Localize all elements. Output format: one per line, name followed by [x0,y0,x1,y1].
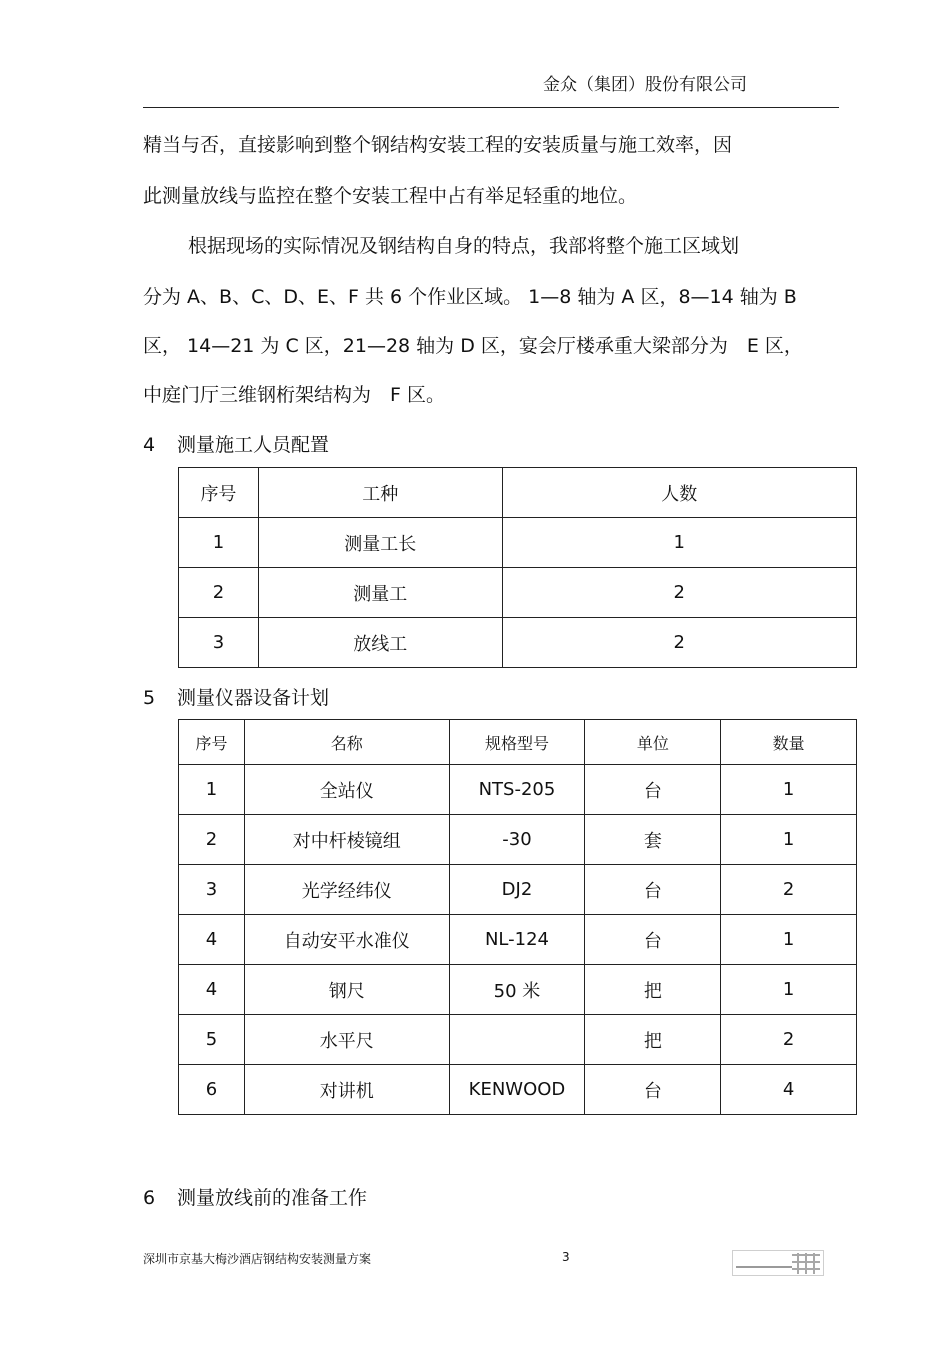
table-cell: 2 [502,618,856,668]
table-cell: 测量工 [258,568,502,618]
paragraph-line: 区， 14—21 为 C 区，21—28 轴为 D 区，宴会厅楼承重大梁部分为 E 区， [143,335,803,357]
table-header-row [179,720,857,765]
table-header-cell: 序号 [179,720,245,765]
table-cell: KENWOOD [449,1065,585,1115]
equipment-table [178,719,857,1115]
table-cell [449,1015,585,1065]
table-cell: 把 [585,1015,721,1065]
table-row [179,518,857,568]
table-cell: 1 [721,815,857,865]
paragraph-line: 分为 A、B、C、D、E、F 共 6 个作业区域。 1—8 轴为 A 区，8—14 轴为 B [143,286,797,308]
table-cell: 3 [179,865,245,915]
table-cell: 50 米 [449,965,585,1015]
table-cell: 2 [721,865,857,915]
table-cell: -30 [449,815,585,865]
footer-page-number: 3 [562,1250,570,1264]
table-row [179,1065,857,1115]
section-heading [143,683,329,710]
table-cell: 2 [721,1015,857,1065]
table-cell: 6 [179,1065,245,1115]
table-row [179,765,857,815]
table-cell: 5 [179,1015,245,1065]
table-row [179,915,857,965]
header-rule [143,107,839,108]
table-row [179,965,857,1015]
table-cell: 1 [721,965,857,1015]
table-cell: 2 [179,815,245,865]
header-company: 金众（集团）股份有限公司 [543,75,747,95]
table-row [179,815,857,865]
table-header-row [179,468,857,518]
paragraph-line: 精当与否，直接影响到整个钢结构安装工程的安装质量与施工效率，因 [143,134,733,156]
section-number: 5 [143,687,156,709]
section-heading [143,430,329,457]
table-cell: 钢尺 [244,965,449,1015]
table-header-cell: 单位 [585,720,721,765]
table-row [179,618,857,668]
table-cell: 对讲机 [244,1065,449,1115]
table-cell: 1 [179,518,259,568]
table-cell: 光学经纬仪 [244,865,449,915]
table-cell: DJ2 [449,865,585,915]
table-row [179,865,857,915]
section-heading [143,1183,367,1210]
table-cell: 1 [721,765,857,815]
table-cell: 1 [179,765,245,815]
staff-table [178,467,857,668]
table-cell: NTS-205 [449,765,585,815]
section-title: 测量放线前的准备工作 [177,1187,368,1209]
table-cell: 放线工 [258,618,502,668]
section-title: 测量施工人员配置 [177,434,330,456]
paragraph-line: 此测量放线与监控在整个安装工程中占有举足轻重的地位。 [143,185,638,207]
footer-stamp-icon [732,1250,824,1276]
table-cell: 2 [502,568,856,618]
table-header-cell: 规格型号 [449,720,585,765]
table-cell: NL-124 [449,915,585,965]
section-number: 4 [143,434,156,456]
table-header-cell: 人数 [502,468,856,518]
table-header-cell: 名称 [244,720,449,765]
table-cell: 台 [585,915,721,965]
table-cell: 3 [179,618,259,668]
table-cell: 1 [721,915,857,965]
table-cell: 台 [585,765,721,815]
table-cell: 1 [502,518,856,568]
table-cell: 4 [179,915,245,965]
paragraph-line: 根据现场的实际情况及钢结构自身的特点，我部将整个施工区域划 [188,235,740,257]
table-cell: 4 [179,965,245,1015]
table-cell: 台 [585,1065,721,1115]
section-number: 6 [143,1187,156,1209]
table-cell: 把 [585,965,721,1015]
footer-document-title: 深圳市京基大梅沙酒店钢结构安装测量方案 [143,1252,372,1266]
table-row [179,1015,857,1065]
table-row [179,568,857,618]
section-title: 测量仪器设备计划 [177,687,330,709]
paragraph-line: 中庭门厅三维钢桁架结构为 F 区。 [143,384,445,406]
table-cell: 台 [585,865,721,915]
table-cell: 4 [721,1065,857,1115]
table-header-cell: 序号 [179,468,259,518]
table-cell: 自动安平水准仪 [244,915,449,965]
table-cell: 套 [585,815,721,865]
table-cell: 对中杆棱镜组 [244,815,449,865]
table-cell: 全站仪 [244,765,449,815]
table-header-cell: 工种 [258,468,502,518]
table-cell: 2 [179,568,259,618]
table-header-cell: 数量 [721,720,857,765]
table-cell: 测量工长 [258,518,502,568]
table-cell: 水平尺 [244,1015,449,1065]
